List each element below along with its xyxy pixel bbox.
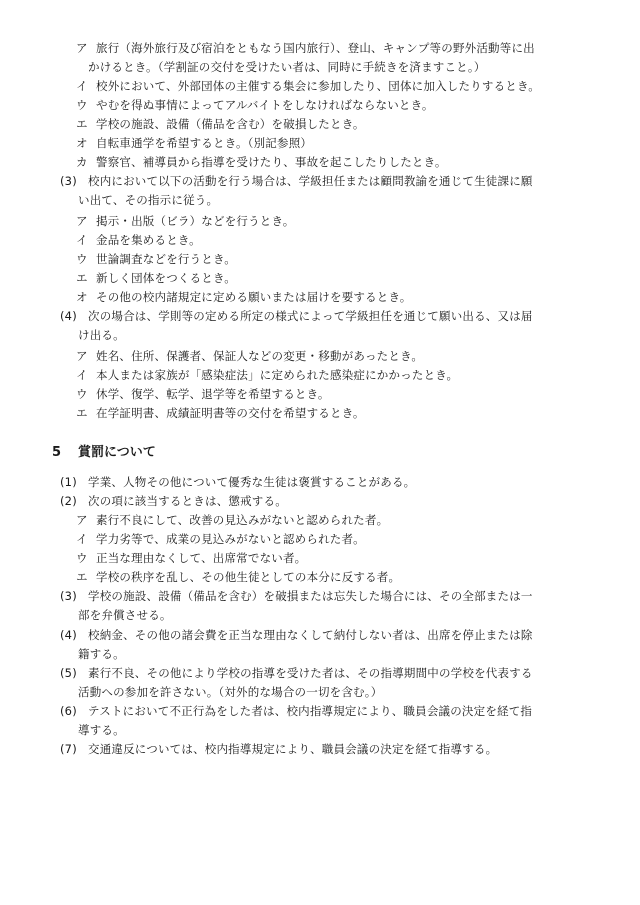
numbered-item <box>60 666 533 681</box>
list-item <box>76 513 388 528</box>
section-number: 5 <box>52 445 62 460</box>
item-text: 校納金、その他の諸会費を正当な理由なくして納付しない者は、出席を停止または除 <box>88 628 533 642</box>
numbered-item <box>60 589 533 604</box>
numbered-item-continuation <box>78 608 172 623</box>
item-label: ウ <box>76 252 88 266</box>
item-number: (6) <box>60 704 77 718</box>
item-label: エ <box>76 406 88 420</box>
item-text: 休学、復学、転学、退学等を希望するとき。 <box>96 387 330 401</box>
list-item <box>76 233 201 248</box>
item-text: 部を弁償させる。 <box>78 608 172 622</box>
list-item <box>76 117 365 132</box>
item-text: 交通違反については、校内指導規定により、職員会議の決定を経て指導する。 <box>88 742 498 756</box>
item-text: 籍する。 <box>78 647 125 661</box>
list-item <box>76 406 365 421</box>
numbered-item <box>60 704 532 719</box>
numbered-item-continuation <box>78 193 218 208</box>
item-text: 学校の秩序を乱し、その他生徒としての本分に反する者。 <box>96 570 401 584</box>
item-text: 掲示・出版（ビラ）などを行うとき。 <box>96 214 295 228</box>
list-item <box>76 136 312 151</box>
item-text: 在学証明書、成績証明書等の交付を希望するとき。 <box>96 406 365 420</box>
item-text: 警察官、補導員から指導を受けたり、事故を起こしたりしたとき。 <box>96 155 447 169</box>
item-label: オ <box>76 290 88 304</box>
item-number: (7) <box>60 742 77 756</box>
item-label: エ <box>76 117 88 131</box>
list-item <box>76 290 411 305</box>
item-text: 校外において、外部団体の主催する集会に参加したり、団体に加入したりするとき。 <box>96 79 540 93</box>
item-label: ア <box>76 41 88 55</box>
item-number: (2) <box>60 494 77 508</box>
numbered-item-continuation <box>78 647 125 662</box>
item-number: (4) <box>60 628 77 642</box>
item-text: 導する。 <box>78 723 125 737</box>
item-text: 次の項に該当するときは、懲戒する。 <box>88 494 287 508</box>
item-text: テストにおいて不正行為をした者は、校内指導規定により、職員会議の決定を経て指 <box>88 704 533 718</box>
item-text: 金品を集めるとき。 <box>96 233 201 247</box>
list-item <box>76 551 306 566</box>
item-text: 姓名、住所、保護者、保証人などの変更・移動があったとき。 <box>96 349 424 363</box>
numbered-item-continuation <box>78 685 382 700</box>
item-number: (1) <box>60 475 77 489</box>
item-label: カ <box>76 155 88 169</box>
item-text: 校内において以下の活動を行う場合は、学級担任または顧問教諭を通じて生徒課に願 <box>88 174 533 188</box>
item-text: い出て、その指示に従う。 <box>78 193 219 207</box>
list-item <box>76 41 535 56</box>
list-item <box>76 79 540 94</box>
numbered-item-continuation <box>78 328 125 343</box>
numbered-item <box>60 174 533 189</box>
numbered-item <box>60 309 533 324</box>
item-label: イ <box>76 79 88 93</box>
item-text: 学校の施設、設備（備品を含む）を破損したとき。 <box>96 117 365 131</box>
list-item <box>76 271 236 286</box>
item-label: イ <box>76 532 88 546</box>
item-text: やむを得ぬ事情によってアルバイトをしなければならないとき。 <box>96 98 434 112</box>
item-number: (4) <box>60 309 77 323</box>
list-item-continuation <box>88 60 486 75</box>
list-item <box>76 532 365 547</box>
item-label: ウ <box>76 551 88 565</box>
item-label: オ <box>76 136 88 150</box>
section-heading <box>52 445 156 461</box>
item-text: 正当な理由なくして、出席常でない者。 <box>96 551 307 565</box>
numbered-item <box>60 494 287 509</box>
list-item <box>76 368 458 383</box>
item-text: 自転車通学を希望するとき。（別記参照） <box>96 136 313 150</box>
item-text: 学校の施設、設備（備品を含む）を破損または忘失した場合には、その全部または一 <box>88 589 533 603</box>
item-text: 学業、人物その他について優秀な生徒は褒賞することがある。 <box>88 475 416 489</box>
item-label: エ <box>76 271 88 285</box>
list-item <box>76 98 434 113</box>
item-number: (3) <box>60 174 77 188</box>
item-text: 旅行（海外旅行及び宿泊をともなう国内旅行）、登山、キャンプ等の野外活動等に出 <box>96 41 535 55</box>
item-text: 学力劣等で、成業の見込みがないと認められた者。 <box>96 532 365 546</box>
item-text: 新しく団体をつくるとき。 <box>96 271 236 285</box>
item-label: ア <box>76 513 88 527</box>
item-label: エ <box>76 570 88 584</box>
item-text: かけるとき。（学割証の交付を受けたい者は、同時に手続きを済ますこと。） <box>88 60 486 74</box>
numbered-item <box>60 742 497 757</box>
item-label: ウ <box>76 387 88 401</box>
list-item <box>76 155 447 170</box>
numbered-item <box>60 628 533 643</box>
item-text: け出る。 <box>78 328 125 342</box>
item-number: (5) <box>60 666 77 680</box>
list-item <box>76 349 423 364</box>
numbered-item <box>60 475 415 490</box>
item-text: 活動への参加を許さない。（対外的な場合の一切を含む。） <box>78 685 383 699</box>
item-label: ア <box>76 349 88 363</box>
item-text: 素行不良、その他により学校の指導を受けた者は、その指導期間中の学校を代表する <box>88 666 533 680</box>
item-text: 次の場合は、学則等の定める所定の様式によって学級担任を通じて願い出る、又は届 <box>88 309 533 323</box>
item-text: 世論調査などを行うとき。 <box>96 252 236 266</box>
item-label: ア <box>76 214 88 228</box>
item-label: イ <box>76 233 88 247</box>
item-label: イ <box>76 368 88 382</box>
section-title: 賞罰について <box>78 445 156 460</box>
list-item <box>76 252 236 267</box>
item-label: ウ <box>76 98 88 112</box>
numbered-item-continuation <box>78 723 125 738</box>
list-item <box>76 570 400 585</box>
item-number: (3) <box>60 589 77 603</box>
list-item <box>76 387 330 402</box>
item-text: 素行不良にして、改善の見込みがないと認められた者。 <box>96 513 389 527</box>
list-item <box>76 214 294 229</box>
item-text: 本人または家族が「感染症法」に定められた感染症にかかったとき。 <box>96 368 459 382</box>
item-text: その他の校内諸規定に定める願いまたは届けを要するとき。 <box>96 290 412 304</box>
